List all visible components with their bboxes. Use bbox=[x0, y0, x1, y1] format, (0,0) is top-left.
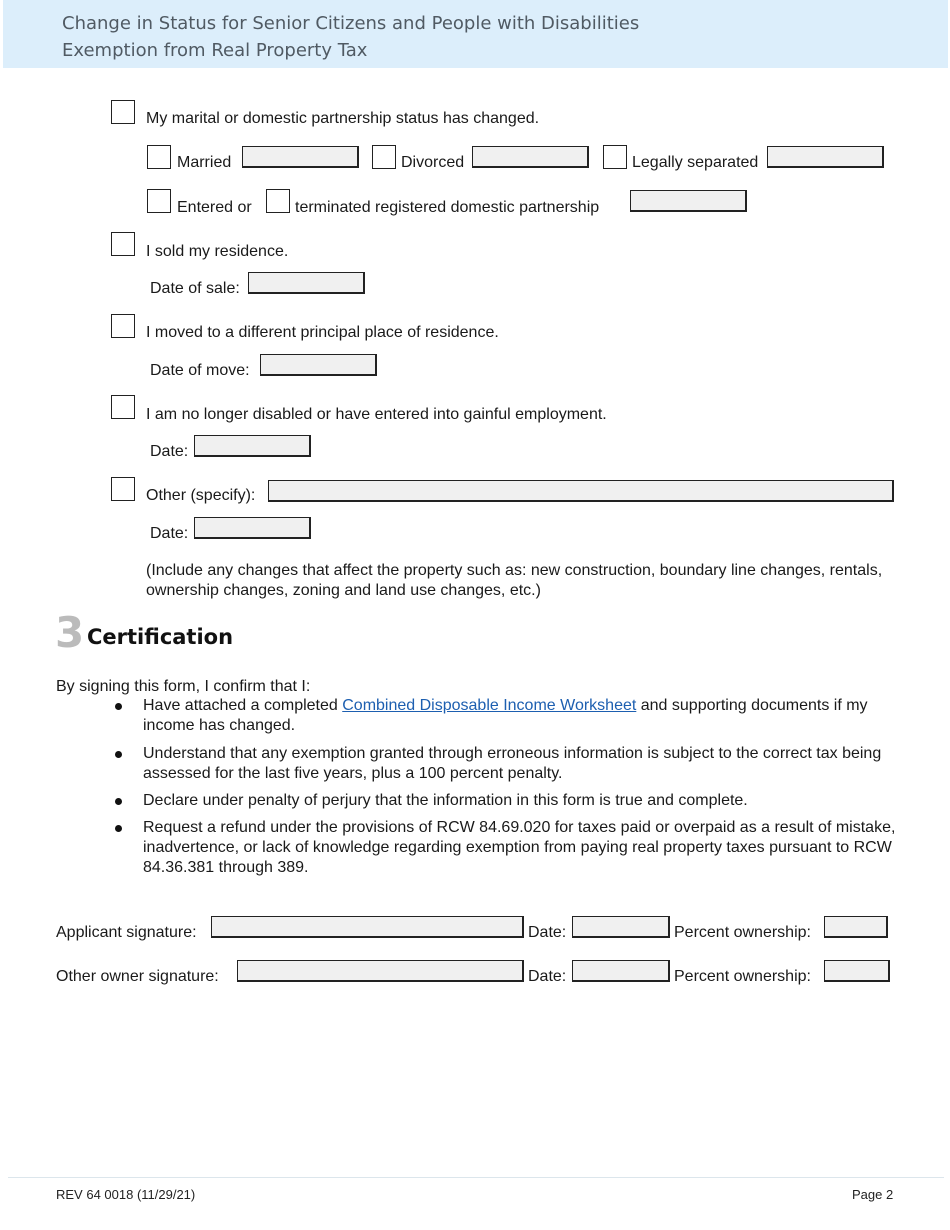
terminated-partnership-checkbox[interactable] bbox=[266, 189, 290, 213]
other-date-field[interactable] bbox=[194, 517, 311, 539]
footer-divider bbox=[8, 1177, 944, 1178]
form-header bbox=[3, 0, 948, 68]
other-owner-signature-label: Other owner signature: bbox=[56, 968, 219, 985]
income-worksheet-link[interactable]: Combined Disposable Income Worksheet bbox=[342, 697, 637, 714]
page-number: Page 2 bbox=[852, 1187, 894, 1202]
section-title: Certification bbox=[87, 625, 234, 649]
disabled-date-field[interactable] bbox=[194, 435, 311, 457]
applicant-percent-label: Percent ownership: bbox=[674, 924, 811, 941]
divorced-checkbox[interactable] bbox=[372, 145, 396, 169]
entered-partnership-checkbox[interactable] bbox=[147, 189, 171, 213]
form-title-line1: Change in Status for Senior Citizens and People with Disabilities bbox=[62, 13, 640, 34]
bullet-dot bbox=[115, 751, 122, 758]
marital-status-checkbox[interactable] bbox=[111, 100, 135, 124]
legally-separated-checkbox[interactable] bbox=[603, 145, 627, 169]
date-of-sale-field[interactable] bbox=[248, 272, 365, 294]
entered-partnership-label: Entered or bbox=[177, 199, 252, 216]
bullet1-text-start: Have attached a completed bbox=[143, 697, 343, 714]
certification-bullet-4: Request a refund under the provisions of RCW 84.69.020 for taxes paid or overpaid as a result of mistake, inadvertence, or lack of knowledge regarding exemption from paying real property taxes pursuant to RCW 84.36.381 through 389. bbox=[143, 819, 896, 876]
marital-status-label: My marital or domestic partnership status has changed. bbox=[146, 110, 540, 127]
no-longer-disabled-label: I am no longer disabled or have entered into gainful employment. bbox=[146, 406, 607, 423]
changes-note: (Include any changes that affect the property such as: new construction, boundary line changes, rentals, ownership changes, zoning and land use changes, etc.) bbox=[146, 562, 883, 599]
date-of-sale-label: Date of sale: bbox=[150, 280, 240, 297]
form-title-line2: Exemption from Real Property Tax bbox=[62, 40, 368, 61]
sold-residence-label: I sold my residence. bbox=[146, 243, 289, 260]
partnership-date-field[interactable] bbox=[630, 190, 747, 212]
other-specify-label: Other (specify): bbox=[146, 487, 256, 504]
moved-residence-checkbox[interactable] bbox=[111, 314, 135, 338]
divorced-date-field[interactable] bbox=[472, 146, 589, 168]
married-label: Married bbox=[177, 154, 232, 171]
bullet-dot bbox=[115, 798, 122, 805]
other-specify-field[interactable] bbox=[268, 480, 894, 502]
date-of-move-label: Date of move: bbox=[150, 362, 250, 379]
married-checkbox[interactable] bbox=[147, 145, 171, 169]
section-number: 3 bbox=[55, 608, 85, 657]
applicant-percent-field[interactable] bbox=[824, 916, 888, 938]
other-change-checkbox[interactable] bbox=[111, 477, 135, 501]
applicant-date-label: Date: bbox=[528, 924, 567, 941]
form-id: REV 64 0018 (11/29/21) bbox=[56, 1187, 196, 1202]
other-owner-percent-field[interactable] bbox=[824, 960, 890, 982]
certification-bullet-3: Declare under penalty of perjury that the information in this form is true and complete. bbox=[143, 792, 748, 809]
moved-residence-label: I moved to a different principal place of residence. bbox=[146, 324, 499, 341]
bullet-dot bbox=[115, 703, 122, 710]
other-date-label: Date: bbox=[150, 525, 189, 542]
no-longer-disabled-checkbox[interactable] bbox=[111, 395, 135, 419]
applicant-signature-label: Applicant signature: bbox=[56, 924, 197, 941]
applicant-date-field[interactable] bbox=[572, 916, 670, 938]
legally-separated-label: Legally separated bbox=[632, 154, 759, 171]
certification-bullet-1 bbox=[143, 696, 903, 736]
applicant-signature-field[interactable] bbox=[211, 916, 524, 938]
other-owner-percent-label: Percent ownership: bbox=[674, 968, 811, 985]
sold-residence-checkbox[interactable] bbox=[111, 232, 135, 256]
certification-bullet-2: Understand that any exemption granted through erroneous information is subject to the correct tax being assessed for the last five years, plus a 100 percent penalty. bbox=[143, 745, 882, 782]
other-owner-date-field[interactable] bbox=[572, 960, 670, 982]
certification-intro: By signing this form, I confirm that I: bbox=[56, 678, 311, 695]
disabled-date-label: Date: bbox=[150, 443, 189, 460]
divorced-label: Divorced bbox=[401, 154, 465, 171]
terminated-partnership-label: terminated registered domestic partnership bbox=[295, 199, 600, 216]
bullet1-text-end: and supporting documents if my income has changed. bbox=[143, 697, 868, 734]
date-of-move-field[interactable] bbox=[260, 354, 377, 376]
legally-separated-date-field[interactable] bbox=[767, 146, 884, 168]
other-owner-date-label: Date: bbox=[528, 968, 567, 985]
bullet-dot bbox=[115, 825, 122, 832]
other-owner-signature-field[interactable] bbox=[237, 960, 524, 982]
married-date-field[interactable] bbox=[242, 146, 359, 168]
